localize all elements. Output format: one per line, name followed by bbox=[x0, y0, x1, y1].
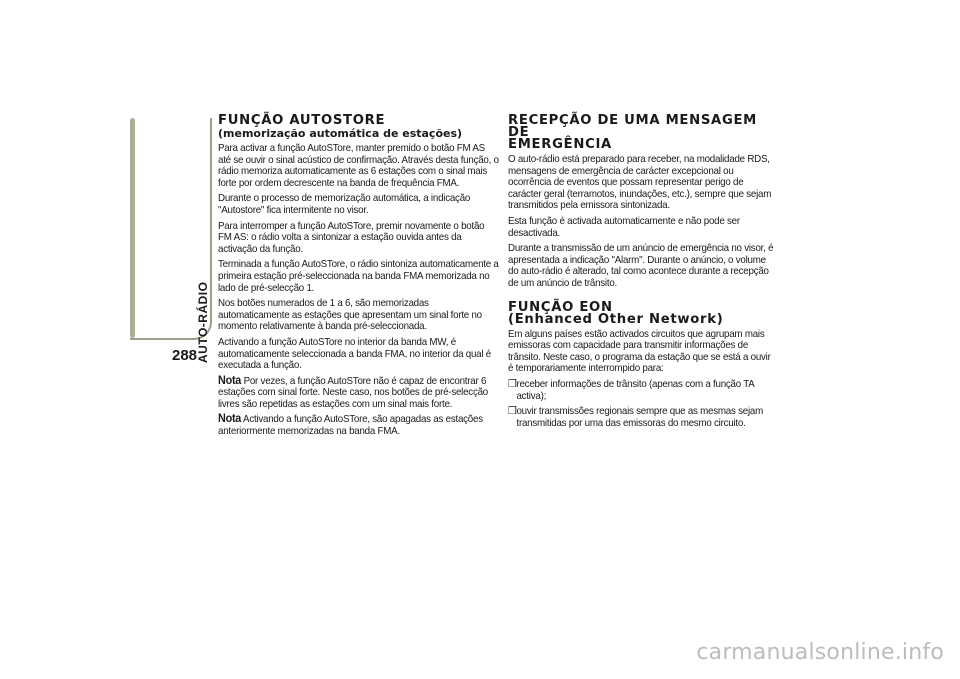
bullet-item bbox=[508, 406, 785, 429]
paragraph: Activando a função AutoSTore no interior da banda MW, é automaticamente seleccionada a banda FMA, no interior da qual é executada a função. bbox=[218, 336, 491, 372]
bullet-text: receber informações de trânsito (apenas com a função TA activa); bbox=[516, 378, 755, 402]
note bbox=[218, 414, 499, 437]
note bbox=[218, 376, 499, 411]
note-text: Activando a função AutoSTore, são apagadas as estações anteriormente memorizadas na banda FMA. bbox=[218, 414, 483, 438]
emergency-title-line1: RECEPÇÃO DE UMA MENSAGEM DE bbox=[508, 113, 758, 140]
emergency-title-line2: EMERGÊNCIA bbox=[508, 137, 612, 152]
paragraph: Para activar a função AutoSTore, manter premido o botão FM AS até se ouvir o sinal acústico de confirmação. Através desta função, o rádio memoriza automaticamente as 6 estações com o sinal mais forte por ordem decrescente na banda de frequência FMA. bbox=[218, 143, 499, 189]
autostore-title: FUNÇÃO AUTOSTORE bbox=[218, 113, 386, 128]
note-text: Por vezes, a função AutoSTore não é capaz de encontrar 6 estações com sinal forte. Neste caso, nos botões de pré-selecção livres são repetidas as estações com um sinal mais forte. bbox=[218, 375, 489, 410]
paragraph: Terminada a função AutoSTore, o rádio sintoniza automaticamente a primeira estação pré-seleccionada na banda FMA memorizada no lado de pré-selecção 1. bbox=[218, 259, 499, 294]
paragraph: Durante o processo de memorização automática, a indicação "Autostore" fica intermitente no visor. bbox=[218, 193, 471, 216]
note-label: Nota bbox=[218, 374, 242, 387]
eon-title-line2: (Enhanced Other Network) bbox=[508, 311, 724, 327]
bullet-text: ouvir transmissões regionais sempre que as mesmas sejam transmitidas por uma das emissoras do mesmo circuito. bbox=[516, 406, 764, 429]
page-number: 288 bbox=[172, 347, 198, 364]
paragraph: Durante a transmissão de um anúncio de emergência no visor, é apresentada a indicação "Alarm". Durante o anúncio, o volume do auto-rádio é alterado, tal como acontece durante a recepção de um anúncio de trânsito. bbox=[508, 243, 774, 289]
paragraph: Em alguns países estão activados circuitos que agrupam mais emissoras com capacidade para transmitir informações de trânsito. Neste caso, o programa da estação que se está a ouvir é temporariamente interrompido para: bbox=[508, 328, 771, 375]
section-label: AUTO-RÁDIO bbox=[196, 281, 210, 363]
autostore-subtitle: (memorização automática de estações) bbox=[218, 127, 463, 140]
checkbox-icon: ❒ bbox=[508, 406, 517, 418]
bullet-item bbox=[508, 379, 785, 402]
checkbox-icon: ❒ bbox=[508, 378, 517, 390]
paragraph: O auto-rádio está preparado para receber, na modalidade RDS, mensagens de emergência de carácter excepcional ou ocorrência de eventos que possam representar perigo de carácter geral (terramotos, inundações, etc.), sempre que sejam transmitidos pela emissora sintonizada. bbox=[508, 154, 772, 212]
watermark: carmanualsonline.info bbox=[696, 640, 944, 665]
paragraph: Esta função é activada automaticamente e não pode ser desactivada. bbox=[508, 215, 740, 239]
right-column bbox=[508, 115, 778, 433]
paragraph: Para interromper a função AutoSTore, premir novamente o botão FM AS: o rádio volta a sintonizar a estação ouvida antes da activação da função. bbox=[218, 220, 485, 255]
eon-title-line1: FUNÇÃO EON bbox=[508, 299, 613, 315]
left-column bbox=[218, 115, 500, 442]
note-label: Nota bbox=[218, 413, 242, 426]
paragraph: Nos botões numerados de 1 a 6, são memorizadas automaticamente as estações que apresentam um sinal forte no momento relativamente à banda pré-seleccionada. bbox=[218, 298, 482, 333]
